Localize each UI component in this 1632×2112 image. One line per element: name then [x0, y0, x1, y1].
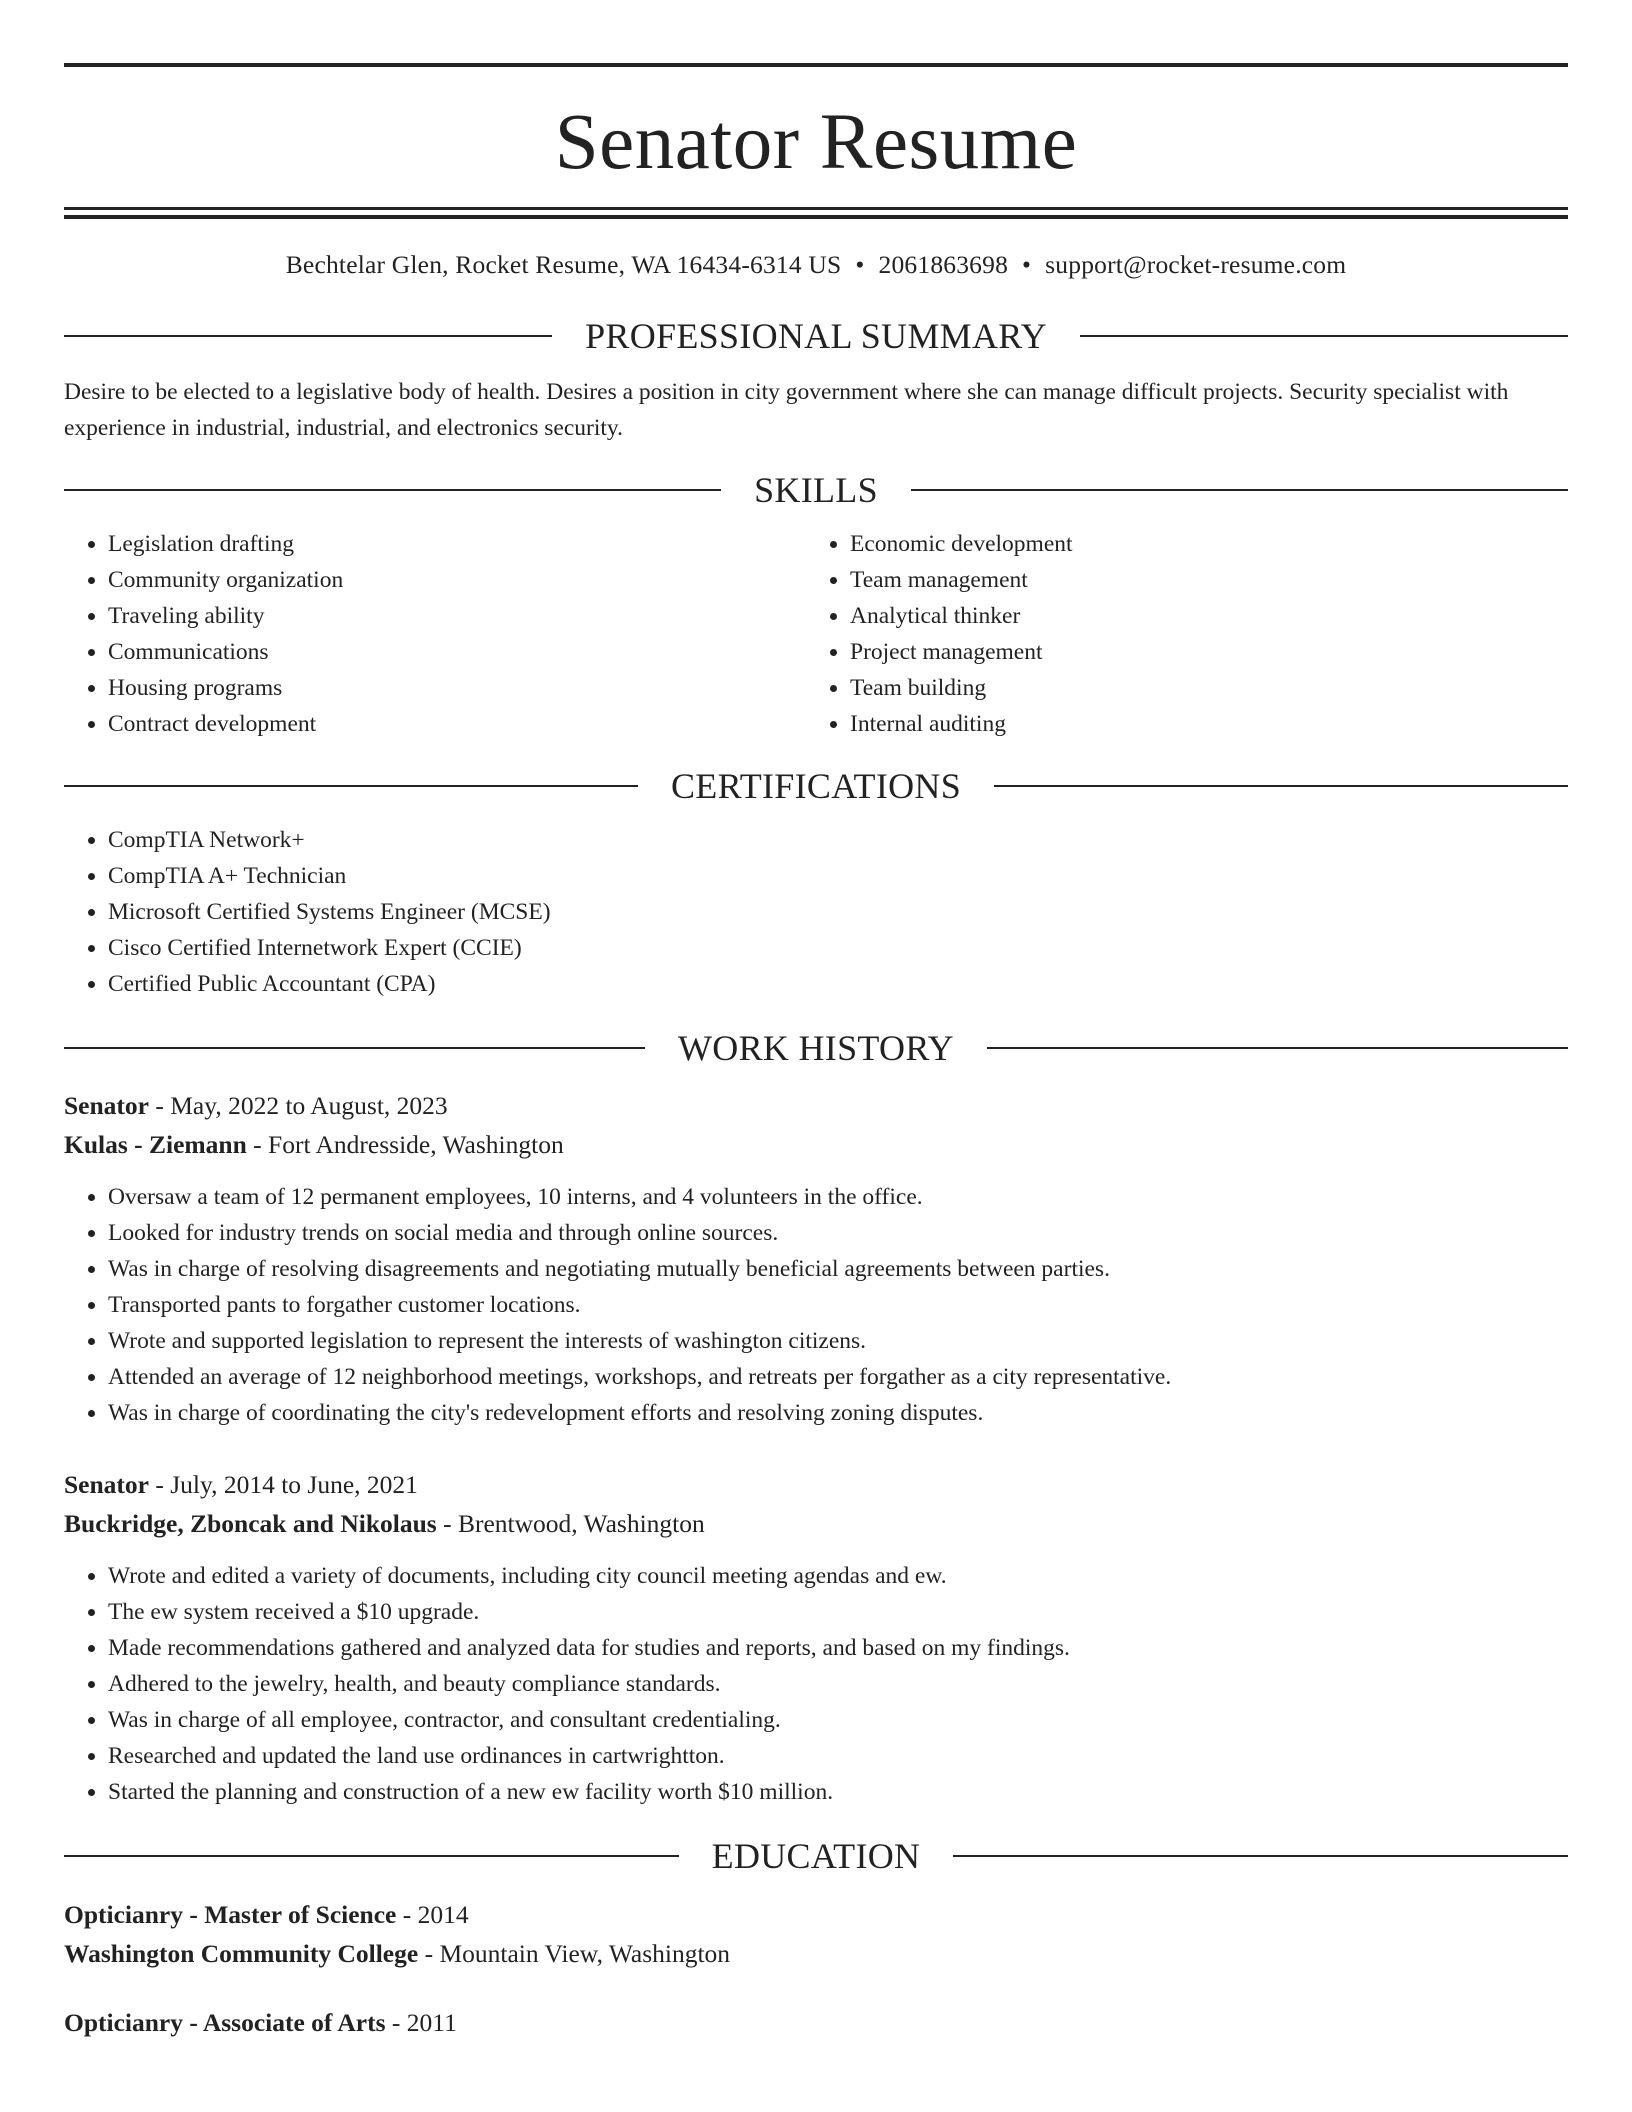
skill-item: • Team management: [850, 562, 1568, 598]
summary-text: Desire to be elected to a legislative body of health. Desires a position in city government where she can manage difficult projects. Security specialist with experience in industrial, industrial, and electronics security.: [64, 379, 1509, 441]
skills-list-right: [806, 526, 1568, 742]
heading-rule: [64, 335, 552, 337]
skill-item: • Project management: [850, 634, 1568, 670]
job-bullet: • Was in charge of all employee, contractor, and consultant credentialing.: [108, 1702, 1568, 1738]
job-company: Kulas - Ziemann: [64, 1130, 247, 1159]
section-heading-education: [64, 1832, 1568, 1880]
skill-item: • Communications: [108, 634, 806, 670]
heading-rule: [953, 1855, 1568, 1857]
resume-title: Senator Resume: [554, 99, 1078, 186]
job-bullet: • Was in charge of resolving disagreements and negotiating mutually beneficial agreements between parties.: [108, 1251, 1568, 1287]
heading-rule: [64, 1047, 645, 1049]
certification-item: • CompTIA A+ Technician: [108, 858, 1568, 894]
job-entry: [64, 1465, 1568, 1810]
certification-item: • Cisco Certified Internetwork Expert (CCIE): [108, 930, 1568, 966]
education-degree: Opticianry - Associate of Arts: [64, 2008, 386, 2037]
heading-rule: [994, 785, 1568, 787]
contact-email: support@rocket-resume.com: [1045, 250, 1347, 279]
job-company-line: [64, 1504, 1568, 1543]
job-bullet: • Wrote and edited a variety of documents, including city council meeting agendas and ew.: [108, 1558, 1568, 1594]
heading-rule: [911, 489, 1568, 491]
skill-item: • Traveling ability: [108, 598, 806, 634]
job-company-line: [64, 1125, 1568, 1164]
section-heading-skills: [64, 466, 1568, 514]
certifications-list: [64, 822, 1568, 1002]
skill-item: • Analytical thinker: [850, 598, 1568, 634]
job-bullet: • The ew system received a $10 upgrade.: [108, 1594, 1568, 1630]
education-year: - 2011: [385, 2008, 457, 2037]
job-bullets: [64, 1558, 1568, 1810]
skill-item: • Legislation drafting: [108, 526, 806, 562]
heading-rule: [64, 1855, 679, 1857]
job-title-line: [64, 1465, 1568, 1504]
skills-grid: [64, 526, 1568, 742]
heading-rule: [1080, 335, 1568, 337]
section-title: EDUCATION: [711, 1836, 921, 1876]
job-bullet: • Started the planning and construction of a new ew facility worth $10 million.: [108, 1774, 1568, 1810]
skill-item: • Contract development: [108, 706, 806, 742]
job-dates: - May, 2022 to August, 2023: [149, 1091, 448, 1120]
job-bullet: • Made recommendations gathered and analyzed data for studies and reports, and based on my findings.: [108, 1630, 1568, 1666]
education-entry: [64, 1895, 1568, 1973]
top-rule: [64, 63, 1568, 67]
education-degree-line: [64, 2003, 1568, 2042]
job-bullet: • Transported pants to forgather customer locations.: [108, 1287, 1568, 1323]
heading-rule: [64, 489, 721, 491]
job-title-line: [64, 1086, 1568, 1125]
education-entry: [64, 2003, 1568, 2042]
job-bullet: • Looked for industry trends on social media and through online sources.: [108, 1215, 1568, 1251]
skill-item: • Team building: [850, 670, 1568, 706]
section-title: SKILLS: [754, 470, 878, 510]
skill-item: • Internal auditing: [850, 706, 1568, 742]
job-bullet: • Attended an average of 12 neighborhood meetings, workshops, and retreats per forgather as a city representative.: [108, 1359, 1568, 1395]
heading-rule: [987, 1047, 1568, 1049]
section-title: WORK HISTORY: [678, 1028, 954, 1068]
section-title: CERTIFICATIONS: [670, 766, 962, 806]
section-heading-certifications: [64, 762, 1568, 810]
contact-separator: •: [855, 250, 865, 279]
job-title: Senator: [64, 1091, 149, 1120]
job-bullet: • Researched and updated the land use ordinances in cartwrightton.: [108, 1738, 1568, 1774]
heading-rule: [64, 785, 638, 787]
certification-item: • Microsoft Certified Systems Engineer (MCSE): [108, 894, 1568, 930]
skill-item: • Housing programs: [108, 670, 806, 706]
job-bullet: • Was in charge of coordinating the city's redevelopment efforts and resolving zoning disputes.: [108, 1395, 1568, 1431]
section-heading-work: [64, 1024, 1568, 1072]
job-entry: [64, 1086, 1568, 1431]
job-location: - Fort Andresside, Washington: [246, 1130, 564, 1159]
job-bullet: • Oversaw a team of 12 permanent employees, 10 interns, and 4 volunteers in the office.: [108, 1179, 1568, 1215]
education-degree: Opticianry - Master of Science: [64, 1900, 397, 1929]
education-degree-line: [64, 1895, 1568, 1934]
contact-phone: 2061863698: [878, 250, 1009, 279]
education-location: - Mountain View, Washington: [418, 1939, 731, 1968]
job-bullets: [64, 1179, 1568, 1431]
section-title: PROFESSIONAL SUMMARY: [585, 316, 1047, 356]
education-year: - 2014: [396, 1900, 469, 1929]
certification-item: • CompTIA Network+: [108, 822, 1568, 858]
contact-line: [64, 248, 1568, 282]
job-dates: - July, 2014 to June, 2021: [149, 1470, 418, 1499]
job-bullet: • Wrote and supported legislation to represent the interests of washington citizens.: [108, 1323, 1568, 1359]
contact-separator: •: [1022, 250, 1032, 279]
job-title: Senator: [64, 1470, 149, 1499]
job-company: Buckridge, Zboncak and Nikolaus: [64, 1509, 437, 1538]
title-double-rule: [64, 207, 1568, 210]
section-heading-summary: [64, 312, 1568, 360]
skill-item: • Community organization: [108, 562, 806, 598]
skill-item: • Economic development: [850, 526, 1568, 562]
job-bullet: • Adhered to the jewelry, health, and beauty compliance standards.: [108, 1666, 1568, 1702]
education-school: Washington Community College: [64, 1939, 419, 1968]
resume-page: [64, 0, 1568, 2042]
education-school-line: [64, 1934, 1568, 1973]
skills-list-left: [64, 526, 806, 742]
contact-address: Bechtelar Glen, Rocket Resume, WA 16434-6314 US: [285, 250, 842, 279]
certification-item: • Certified Public Accountant (CPA): [108, 966, 1568, 1002]
job-location: - Brentwood, Washington: [436, 1509, 705, 1538]
